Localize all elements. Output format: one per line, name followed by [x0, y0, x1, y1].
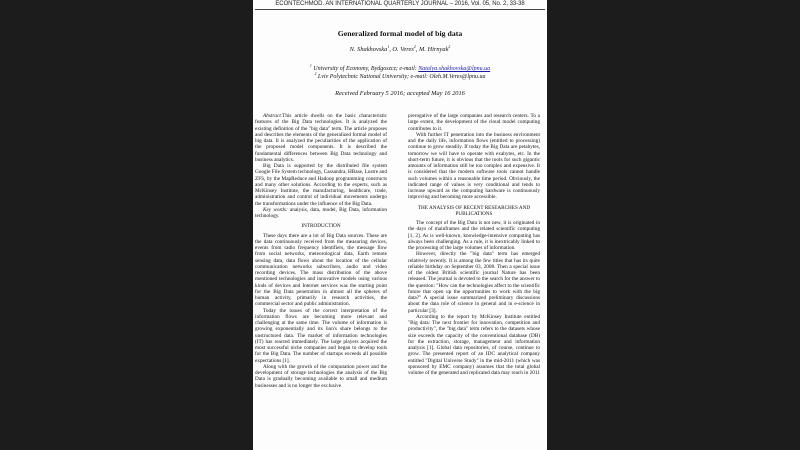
abstract-paragraph [255, 113, 387, 163]
journal-header: ECONTECHMOD. AN INTERNATIONAL QUARTERLY JOURNAL – 2016, Vol. 05, No. 2, 33-38 [275, 1, 525, 7]
author-separator: , [389, 46, 393, 54]
author-3-sup: 2 [448, 45, 451, 49]
email-2: Oleh.M.Veres@lpnu.ua [429, 74, 486, 80]
affiliation-1-text: University of Economy, Bydgoszcz; e-mail: [311, 66, 419, 72]
author-2-sup: 2 [413, 45, 416, 49]
intro-paragraph-1: These days there are a lot of Big Data sources. These are the data continuously received from the measuring devices, events from radio frequency identifiers, the message flow from social networks, meteorological data, Earth remote sensing data, data flows about the location of the cellular communication networks subscribers, audio and video recording devices. The mass distribution of the above mentioned technologies and innovative models using various kinds of devices and Internet services was the starting point for the Big Data penetration in almost all the spheres of human activity, primarily in research activities, the commercial sector and public administration. [255, 232, 387, 308]
right-paragraph-2: With further IT penetration into the business environment and the daily life, information flows (entitled to processing) continue to grow steadily. If today the Big Data are petabytes, tomorrow we will have to operate with exabytes, etc. In the short-term future, it is obvious that the tools for such gigantic amounts of information still be too complex and expensive. It is considered that the modern software tools cannot handle such volumes within a reasonable time period. Obviously, the indicated range of values is very conditional and tends to increase upward as the computing hardware is continuously improving and becoming more accessible. [408, 131, 540, 201]
author-3: M. Hirnyak [418, 46, 449, 54]
right-paragraph-1: prerogative of the large companies and research centers. To a large extent, the development of the cloud model computing contributes to it. [408, 113, 540, 132]
section-heading-analysis: THE ANALYSIS OF RECENT RESEARCHES AND PUBLICATIONS [417, 204, 531, 217]
right-paragraph-4: However, directly the "big data" term has emerged relatively recently. It is among the few titles that has its quite reliable birthday on September 03, 2008. Then a special issue of the oldest British scientific journal Nature has been released. The journal is devoted to the search for the answer to the question: "How can the technologies affect to the scientific future that open up the opportunities to work with the big data?" A special issue summarized preliminary discussions about the data role of science in general and in e-science in particular [3]. [408, 251, 540, 314]
intro-paragraph-2: Today the issues of the correct interpretation of the information flows are becoming more relevant and challenging at the same time. The volume of information is growing exponentially and its lion's share belongs to the unstructured data. The market of information technologies (IT) has reacted immediately. The large players acquired the most successful niche companies and began to develop tools for the Big Data. The number of startups exceeds all possible expectations [1]. [255, 307, 387, 364]
keywords-label: Key words: [263, 206, 288, 213]
abstract-label: Abstract. [263, 113, 283, 119]
header-rule [255, 9, 545, 10]
email-link-1[interactable]: Natalya.shakhovska@lpnu.ua [418, 66, 491, 72]
author-separator: , [415, 46, 419, 54]
keywords [255, 207, 387, 220]
right-paragraph-5: According to the report by McKinsey Institute entitled "Big data: The next frontier for innovation, competition and productivity", the "big data" term refers to the datasets whose size exceeds the capacity of the conventional database (DB) for the extraction, storage, management and information analysis [1]. Global data repositories, of course, continue to grow. The presented report of an IDC analytical company entitled "Digital Universe Study" in the mid-2011 (which was sponsored by EMC company) assumes that the total global volume of the generated and replicated data may reach in 2011 [408, 313, 540, 376]
author-2: O. Veres [392, 46, 414, 54]
received-dates: Received February 5 2016; accepted May 16 2016 [335, 90, 465, 97]
intro-paragraph-3: Along with the growth of the computation power and the development of storage technologies the analysis of the Big Data is gradually becoming available to small and medium businesses and is no longer the exclusive [255, 363, 387, 389]
section-heading-introduction: INTRODUCTION [301, 223, 341, 230]
keywords-text: analysis, data, model, Big Data, information technology. [255, 206, 387, 219]
affiliation-2-sup: 2 [314, 72, 317, 76]
paper-page [253, 0, 547, 450]
authors [253, 45, 547, 53]
abstract-text: This article dwells on the basic characteristic features of the Big Data technologies. It is analyzed the existing definition of the "big data" term. The article proposes and describes the elements of the generalized formal model of big data. It is analyzed the peculiarities of the application of the proposed model components. It is described the fundamental differences between Big Data technology and business analytics. [255, 113, 387, 163]
abstract-paragraph-2: Big Data is supported by the distributed file system Google File System technology, Cassandra, HBase, Lustre and ZFS, by the MapReduce and Hadoop programming constructs and many other solutions. According to the experts, such as McKinsey Institute, the manufacturing, healthcare, trade, administration and control of individual movements undergo the transformations under the influence of the Big Data. [255, 163, 387, 207]
author-1: N. Shakhovska [349, 46, 388, 54]
right-paragraph-3: The concept of the Big Data is not new, it is originated in the days of mainframes and the related scientific computing [1, 2]. As is well-known, knowledge-intensive computing has always been challenging. As a rule, it is inextricably linked to the processing of the large volumes of information. [408, 220, 540, 251]
affiliation-1-sup: 1 [309, 64, 312, 68]
author-1-sup: 1 [387, 45, 390, 49]
paper-title: Generalized formal model of big data [337, 29, 463, 38]
affiliation-1 [253, 64, 547, 72]
right-column [408, 113, 540, 376]
affiliation-2-text: Lviv Polytechnic National University; e-mail: [316, 74, 430, 80]
left-column [255, 113, 387, 389]
affiliation-2 [253, 72, 547, 80]
